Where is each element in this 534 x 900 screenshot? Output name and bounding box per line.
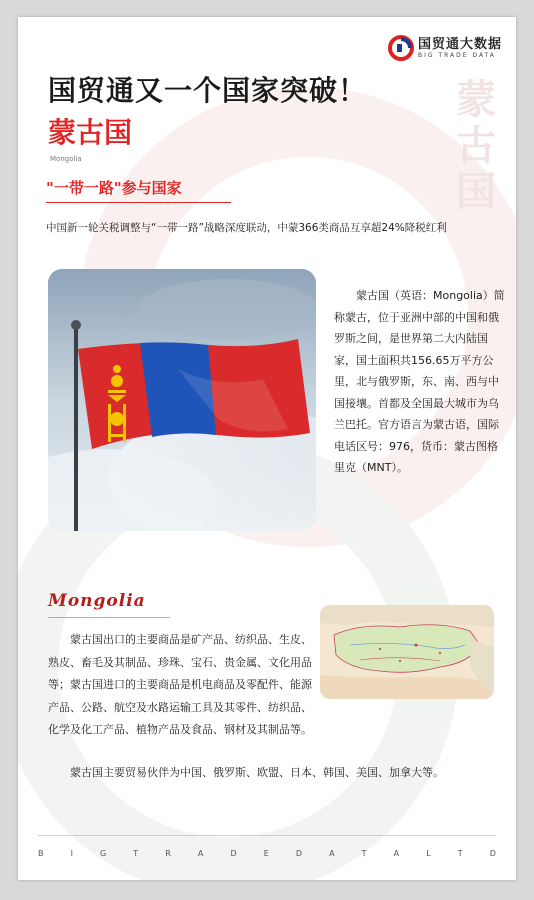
country-title: 蒙古国 — [48, 116, 133, 149]
footer-letter: B — [38, 849, 44, 858]
country-name-en: Mongolia — [50, 155, 82, 163]
footer-letter: I — [70, 849, 73, 858]
footer-letter: T — [133, 849, 139, 858]
footer-letter: T — [457, 849, 463, 858]
flag-photo — [48, 269, 316, 531]
footer-letter: A — [197, 849, 204, 858]
footer-letter: E — [263, 849, 269, 858]
footer-letter: D — [489, 849, 496, 858]
footer-letters — [38, 849, 496, 858]
brand-logo — [388, 35, 502, 61]
mongolia-map — [320, 605, 494, 699]
trade-partners-paragraph: 蒙古国主要贸易伙伴为中国、俄罗斯、欧盟、日本、韩国、美国、加拿大等。 — [70, 766, 444, 779]
footer-letter: L — [426, 849, 431, 858]
section-subtitle: "一带一路"参与国家 — [46, 179, 182, 197]
footer-letter: T — [361, 849, 367, 858]
script-underline — [48, 617, 170, 618]
headline-text: 中国新一轮关税调整与“一带一路”战略深度联动，中蒙366类商品互享超24%降税红利 — [46, 222, 447, 234]
footer-letter: R — [165, 849, 171, 858]
page-title: 国贸通又一个国家突破！ — [48, 74, 368, 107]
country-intro: 蒙古国（英语：Mongolia）简称蒙古，位于亚洲中部的中国和俄罗斯之间，是世界第二大内陆国家，国土面积共156.65万平方公里，北与俄罗斯，东、南、西与中国接壤。首都及全国最大城市为乌兰巴托。官方语言为蒙古语，国际电话区号：976，货币：蒙古图格里克（MNT）。 — [334, 289, 505, 474]
script-title: Mongolia — [48, 591, 146, 611]
footer-divider — [38, 835, 496, 836]
footer-letter: D — [295, 849, 303, 858]
brand-logo-icon — [388, 35, 414, 61]
footer-letter: A — [329, 849, 335, 858]
subtitle-underline — [46, 202, 231, 203]
footer-letter: D — [230, 849, 237, 858]
footer-letter: A — [393, 849, 400, 858]
poster-card — [18, 17, 516, 880]
watermark-text: 蒙古国 — [456, 77, 496, 215]
trade-goods-paragraph: 蒙古国出口的主要商品是矿产品、纺织品、生皮、熟皮、畜毛及其制品、珍珠、宝石、贵金属、文化用品等；蒙古国进口的主要商品是机电商品及零配件、能源产品、公路、航空及水路运输工具及其零件、纺织品、化学及化工产品、植物产品及食品、钢材及其制品等。 — [48, 633, 312, 736]
brand-name: 国贸通大数据 — [417, 36, 502, 52]
brand-tagline: BIG TRADE DATA — [417, 51, 496, 59]
footer-letter: G — [100, 849, 107, 858]
